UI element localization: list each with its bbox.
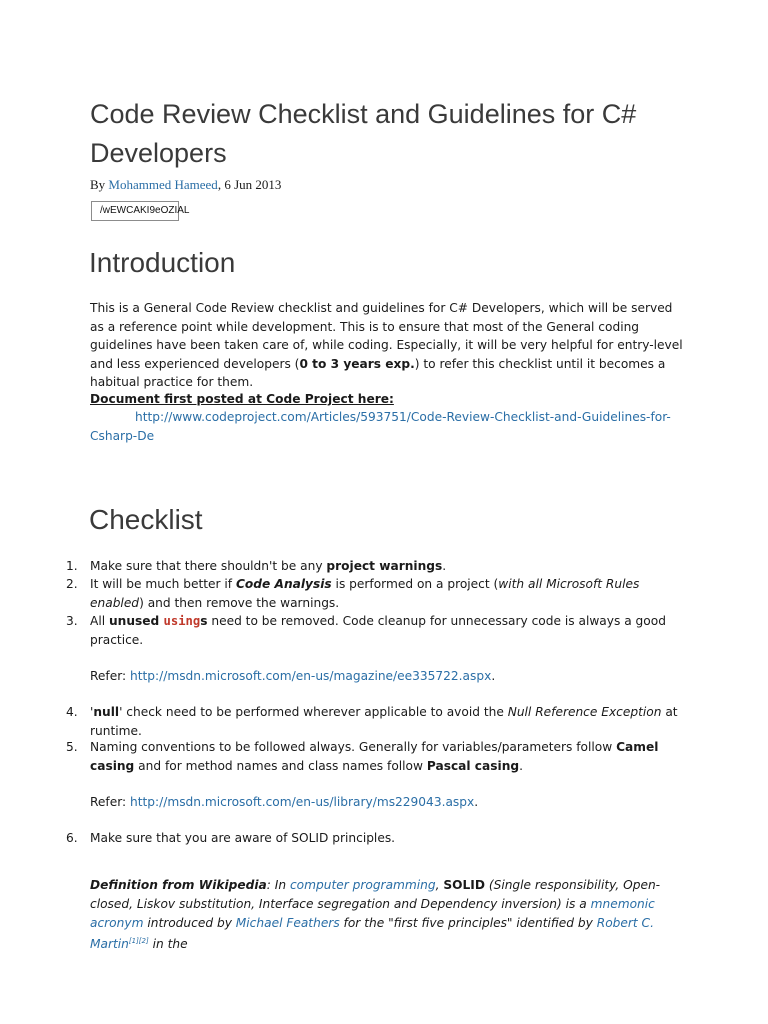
wiki-link-computer-programming[interactable]: computer programming: [289, 878, 436, 893]
refer-line-1: Refer: http://msdn.microsoft.com/en-us/magazine/ee335722.aspx.: [90, 669, 496, 683]
list-text: Make sure that there shouldn't be any project warnings.: [90, 559, 447, 573]
wiki-link-michael-feathers[interactable]: Michael Feathers: [235, 915, 340, 930]
byline: [90, 177, 281, 193]
wikipedia-definition: Definition from Wikipedia: In computer programming, SOLID (Single responsibility, Open-closed, Liskov substitution, Interface segregation and Dependency inversion) is a mnemonic acronym introduced by Michael Feathers for the "first five principles" identified by Robert C. Martin[1][2] in the: [90, 878, 661, 952]
list-number: 6.: [66, 831, 78, 845]
author-link[interactable]: Mohammed Hameed: [108, 177, 218, 192]
checklist-heading: Checklist: [89, 504, 203, 535]
byline-by: By: [90, 177, 109, 192]
wiki-citation[interactable]: [1][2]: [128, 937, 149, 946]
introduction-paragraph: This is a General Code Review checklist and guidelines for C# Developers, which will be served as a reference point while development. This is to ensure that most of the General coding guidelines have been taken care of, while coding. Especially, it will be very helpful for entry-level and less experienced developers (0 to 3 years exp.) to refer this checklist until it becomes a habitual practice for them.: [90, 301, 683, 389]
list-number: 3.: [66, 614, 78, 628]
page-title: Code Review Checklist and Guidelines for C# Developers: [90, 99, 637, 168]
refer-link-2[interactable]: http://msdn.microsoft.com/en-us/library/ms229043.aspx: [129, 795, 475, 809]
posted-link[interactable]: http://www.codeproject.com/Articles/593751/Code-Review-Checklist-and-Guidelines-for-Csharp-De: [90, 410, 671, 443]
posted-label: Document first posted at Code Project here:: [90, 392, 394, 406]
list-text: 'null' check need to be performed wherever applicable to avoid the Null Reference Exception at runtime.: [90, 705, 678, 738]
hidden-field-box[interactable]: /wEWCAKI9eOZIAL: [91, 201, 179, 221]
list-text: All unused usings need to be removed. Code cleanup for unnecessary code is always a good practice.: [90, 614, 666, 647]
code-using: using: [163, 614, 201, 628]
introduction-heading: Introduction: [89, 247, 236, 278]
refer-line-2: Refer: http://msdn.microsoft.com/en-us/library/ms229043.aspx.: [90, 795, 479, 809]
list-text: It will be much better if Code Analysis is performed on a project (with all Microsoft Rules enabled) and then remove the warnings.: [90, 577, 640, 610]
refer-link-1[interactable]: http://msdn.microsoft.com/en-us/magazine/ee335722.aspx: [129, 669, 492, 683]
list-number: 5.: [66, 740, 78, 754]
list-number: 4.: [66, 705, 78, 719]
list-number: 1.: [66, 559, 78, 573]
byline-date: , 6 Jun 2013: [217, 177, 282, 192]
wiki-link-robert-martin[interactable]: Robert C. Martin: [90, 915, 654, 952]
list-text: Naming conventions to be followed always. Generally for variables/parameters follow Camel casing and for method names and class names follow Pascal casing.: [90, 740, 659, 773]
list-text: Make sure that you are aware of SOLID principles.: [90, 831, 396, 845]
wiki-link-mnemonic-acronym[interactable]: mnemonic acronym: [90, 896, 655, 930]
list-number: 2.: [66, 577, 78, 591]
